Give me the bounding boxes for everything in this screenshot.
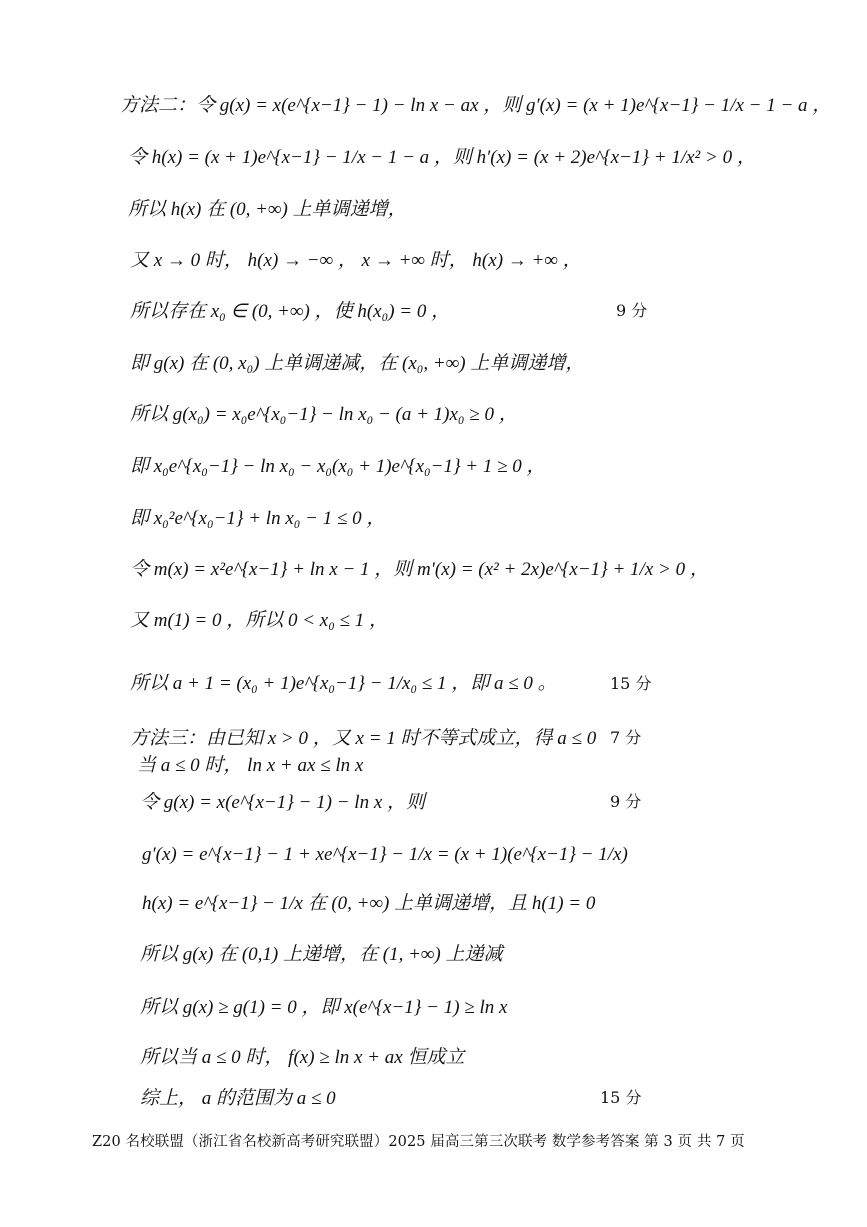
solution-line: 所以 g(x₀) = x₀e^{x₀−1} − ln x₀ − (a + 1)x₀ ≥ 0 ，: [130, 404, 518, 425]
solution-line: 所以 a + 1 = (x₀ + 1)e^{x₀−1} − 1/x₀ ≤ 1 ，即 a ≤ 0 。: [130, 673, 557, 694]
solution-line: 令 g(x) = x(e^{x−1} − 1) − ln x ，则: [140, 792, 426, 813]
score-mark: 15 分: [610, 674, 652, 693]
solution-line: 所以 g(x) ≥ g(1) = 0 ，即 x(e^{x−1} − 1) ≥ ln x: [140, 997, 508, 1018]
solution-line: h(x) = e^{x−1} − 1/x 在 (0, +∞) 上单调递增，且 h(1) = 0: [142, 893, 596, 914]
solution-line: 即 g(x) 在 (0, x₀) 上单调递减，在 (x₀, +∞) 上单调递增，: [130, 353, 585, 374]
score-mark: 7 分: [610, 728, 642, 747]
score-mark: 9 分: [610, 792, 642, 811]
solution-line: 令 m(x) = x²e^{x−1} + ln x − 1 ，则 m′(x) = (x² + 2x)e^{x−1} + 1/x > 0 ，: [130, 559, 709, 580]
solution-line: 又 m(1) = 0 ，所以 0 < x₀ ≤ 1 ，: [130, 610, 388, 631]
solution-line: 即 x₀e^{x₀−1} − ln x₀ − x₀(x₀ + 1)e^{x₀−1} + 1 ≥ 0 ，: [130, 456, 546, 477]
solution-line: 方法三：由已知 x > 0 ，又 x = 1 时不等式成立，得 a ≤ 0: [130, 728, 597, 749]
page-footer: Z20 名校联盟（浙江省名校新高考研究联盟）2025 届高三第三次联考 数学参考答案 第 3 页 共 7 页: [92, 1134, 745, 1150]
solution-line: 当 a ≤ 0 时， ln x + ax ≤ ln x: [137, 755, 364, 776]
solution-line: 综上， a 的范围为 a ≤ 0: [140, 1088, 336, 1109]
solution-line: 方法二：令 g(x) = x(e^{x−1} − 1) − ln x − ax ，则 g′(x) = (x + 1)e^{x−1} − 1/x − 1 − a ，: [120, 95, 832, 116]
solution-line: 令 h(x) = (x + 1)e^{x−1} − 1/x − 1 − a ，则 h′(x) = (x + 2)e^{x−1} + 1/x² > 0 ，: [128, 147, 756, 168]
solution-line: 所以存在 x₀ ∈ (0, +∞) ，使 h(x₀) = 0 ，: [130, 301, 451, 322]
score-mark: 9 分: [616, 301, 648, 320]
solution-line: 又 x → 0 时， h(x) → −∞ ， x → +∞ 时， h(x) → +∞ ，: [130, 250, 582, 271]
solution-line: 即 x₀²e^{x₀−1} + ln x₀ − 1 ≤ 0 ，: [130, 508, 386, 529]
solution-line: 所以 g(x) 在 (0,1) 上递增，在 (1, +∞) 上递减: [140, 944, 503, 965]
solution-line: 所以当 a ≤ 0 时， f(x) ≥ ln x + ax 恒成立: [140, 1047, 465, 1068]
score-mark: 15 分: [600, 1088, 642, 1107]
solution-line: 所以 h(x) 在 (0, +∞) 上单调递增，: [128, 199, 407, 220]
solution-line: g′(x) = e^{x−1} − 1 + xe^{x−1} − 1/x = (x + 1)(e^{x−1} − 1/x): [142, 844, 628, 865]
